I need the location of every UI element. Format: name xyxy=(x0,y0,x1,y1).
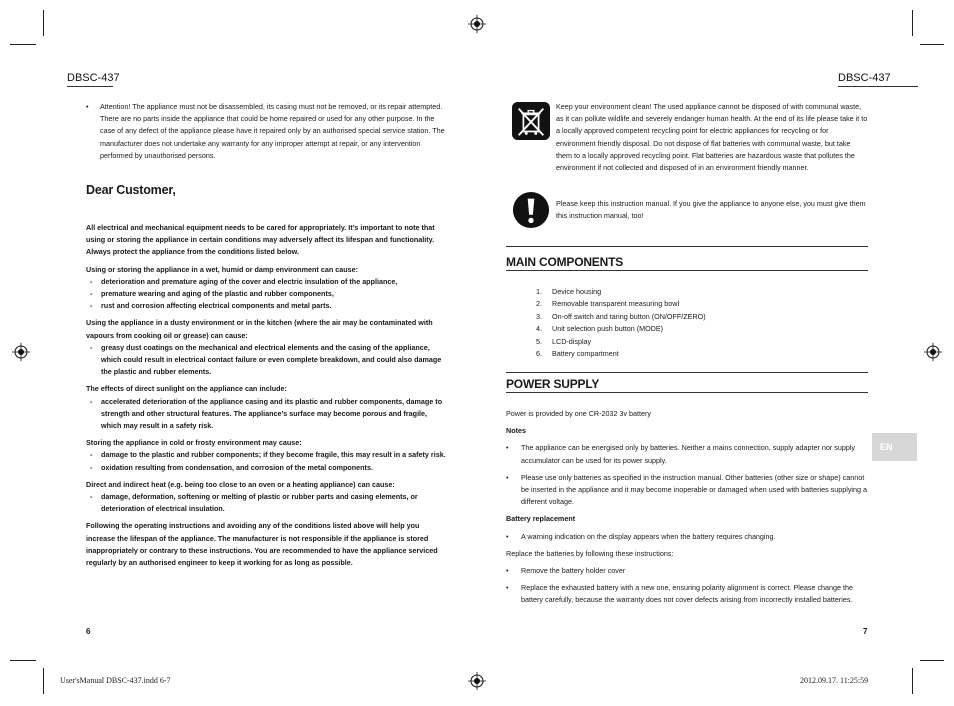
main-components-heading: MAIN COMPONENTS xyxy=(506,255,624,269)
replace-steps-list xyxy=(506,565,870,607)
dust-list xyxy=(86,342,448,379)
dash: - xyxy=(90,301,93,311)
language-tab: EN xyxy=(872,433,917,461)
sun-list xyxy=(86,396,448,433)
bullet: • xyxy=(506,566,509,576)
list-item xyxy=(86,101,446,162)
list-item xyxy=(506,565,870,577)
care-section xyxy=(86,222,448,574)
dust-heading: Using the appliance in a dusty environment or in the kitchen (where the air may be contaminated with vapours from cooking oil or grease) can cause: xyxy=(86,318,433,340)
list-item-text: damage to the plastic and rubber components; if they become fragile, this may result in a safety risk. xyxy=(101,450,446,460)
page-number-left: 6 xyxy=(86,627,91,636)
dash: - xyxy=(90,396,93,406)
wet-heading: Using or storing the appliance in a wet, humid or damp environment can cause: xyxy=(86,264,358,274)
crossed-bin-icon xyxy=(512,102,550,140)
list-item-text: Please use only batteries as specified in the instruction manual. Other batteries (other size or shape) cannot be inserted in the appliance and it may become inoperable or damaged when used with batteries supplying a different voltage. xyxy=(521,472,868,507)
power-supply-section xyxy=(506,408,870,612)
list-item xyxy=(536,298,836,310)
heat-heading: Direct and indirect heat (e.g. being too close to an oven or a heating appliance) can cause: xyxy=(86,479,395,489)
list-item-text: premature wearing and aging of the plastic and rubber components, xyxy=(101,289,334,299)
list-item xyxy=(86,462,448,474)
bullet: • xyxy=(506,472,509,482)
list-item xyxy=(506,531,870,543)
sun-heading: The effects of direct sunlight on the appliance can include: xyxy=(86,384,287,394)
closing-paragraph: Following the operating instructions and avoiding any of the conditions listed above will help you increase the lifespan of the appliance. The manufacturer is not responsible if the appliance is stored inappropriately or contrary to these instructions. You are recommended to have the appliance serviced regularly by an authorised engineer to keep it working for as long as possible. xyxy=(86,521,438,568)
bullet: • xyxy=(506,531,509,541)
dear-customer-heading: Dear Customer, xyxy=(86,183,176,197)
replace-intro: Replace the batteries by following these instructions: xyxy=(506,548,674,558)
bullet: • xyxy=(506,583,509,593)
list-item xyxy=(536,286,836,298)
wet-list xyxy=(86,276,448,313)
notes-list xyxy=(506,442,870,508)
crop-mark xyxy=(920,660,944,661)
list-item xyxy=(86,300,448,312)
list-item-text: greasy dust coatings on the mechanical and electrical elements and the casing of the appliance, which could result in electrical contact failure or even complete breakdown, and could also damage the plastic and rubber elements. xyxy=(101,342,442,377)
section-rule xyxy=(506,270,868,271)
dash: - xyxy=(90,276,93,286)
list-item-text: rust and corrosion affecting electrical components and metal parts. xyxy=(101,301,332,311)
attention-note xyxy=(86,101,446,162)
cold-heading: Storing the appliance in cold or frosty environment may cause: xyxy=(86,438,302,448)
item-number: 3. xyxy=(536,311,542,321)
item-number: 6. xyxy=(536,349,542,359)
dash: - xyxy=(90,342,93,352)
dash: - xyxy=(90,462,93,472)
item-number: 1. xyxy=(536,287,542,296)
list-item-text: deterioration and premature aging of the cover and electric insulation of the appliance, xyxy=(101,276,398,286)
header-rule xyxy=(67,86,113,87)
components-list xyxy=(536,286,836,360)
exclamation-icon xyxy=(512,191,550,229)
section-rule xyxy=(506,372,868,373)
crop-mark xyxy=(43,10,44,36)
list-item xyxy=(86,342,448,379)
model-header-right: DBSC-437 xyxy=(838,72,891,84)
dash: - xyxy=(90,492,93,502)
list-item-text: A warning indication on the display appears when the battery requires changing. xyxy=(521,531,776,541)
list-item-text: accelerated deterioration of the appliance casing and its plastic and rubber components, damage to strength and other structural features. The appliance’s surface may become porous and fragile, which may result in a safety risk. xyxy=(101,396,443,431)
environment-notice: Keep your environment clean! The used appliance cannot be disposed of with communal waste, as it can pollute wildlife and severely endanger human health. At the end of its life please take it to a locally approved competent recycling point for electric appliances for recycling or for environment friendly disposal. Do not dispose of flat batteries with communal waste, but take them to a locally approved recycling point. Flat batteries are hazardous waste that pollutes the environment if not collected and disposed of in an environment friendly manner. xyxy=(556,102,868,173)
header-rule xyxy=(838,86,918,87)
page-number-right: 7 xyxy=(863,627,868,636)
footer-filename: User'sManual DBSC-437.indd 6-7 xyxy=(60,676,171,685)
bullet: • xyxy=(86,102,89,111)
list-item xyxy=(506,582,870,606)
registration-mark-icon xyxy=(468,15,486,33)
power-supply-heading: POWER SUPPLY xyxy=(506,377,600,391)
notes-heading: Notes xyxy=(506,426,526,436)
list-item xyxy=(86,491,448,515)
component-label: Removable transparent measuring bowl xyxy=(552,299,680,309)
list-item xyxy=(536,348,836,360)
battery-warning-list xyxy=(506,531,870,543)
list-item-text: Remove the battery holder cover xyxy=(521,566,626,576)
list-item xyxy=(536,336,836,348)
footer-timestamp: 2012.09.17. 11:25:59 xyxy=(800,676,869,685)
list-item-text: The appliance can be energised only by batteries. Neither a mains connection, supply adapter nor supply accumulator can be used for its power supply. xyxy=(521,443,856,465)
list-item xyxy=(86,288,448,300)
component-label: Unit selection push button (MODE) xyxy=(552,324,664,334)
model-header-left: DBSC-437 xyxy=(67,72,120,84)
crop-mark xyxy=(10,660,36,661)
list-item-text: damage, deformation, softening or melting of plastic or rubber parts and casing elements, or deterioration of electrical insulation. xyxy=(101,492,418,514)
registration-mark-icon xyxy=(12,343,30,361)
section-rule xyxy=(506,392,868,393)
heat-list xyxy=(86,491,448,515)
component-label: On-off switch and taring button (ON/OFF/ZERO) xyxy=(552,311,706,321)
list-item xyxy=(506,472,870,509)
list-item xyxy=(506,442,870,466)
item-number: 5. xyxy=(536,336,542,346)
list-item xyxy=(86,276,448,288)
item-number: 2. xyxy=(536,299,542,309)
attention-text: Attention! The appliance must not be disassembled, its casing must not be removed, or its repair attempted. There are no parts inside the appliance that could be home repaired or used for any other purpose. In the case of any defect of the appliance please have it repaired only by an authorised special service station. The manufacturer does not undertake any warranty for any improper attempt at repair, or any intervention performed by unauthorised persons. xyxy=(100,102,445,160)
crop-mark xyxy=(920,44,944,45)
list-item-text: oxidation resulting from condensation, and corrosion of the metal components. xyxy=(101,462,373,472)
crop-mark xyxy=(912,668,913,694)
keep-manual-notice: Please keep this instruction manual. If you give the appliance to anyone else, you must give them this instruction manual, too! xyxy=(556,199,866,221)
registration-mark-icon xyxy=(468,672,486,690)
bullet: • xyxy=(506,443,509,453)
power-text: Power is provided by one CR-2032 3v battery xyxy=(506,409,652,418)
dash: - xyxy=(90,450,93,460)
list-item xyxy=(86,396,448,433)
intro-paragraph: All electrical and mechanical equipment needs to be cared for appropriately. It’s important to note that using or storing the appliance in certain conditions may adversely affect its lifespan and functionality. Always protect the appliance from the conditions listed below. xyxy=(86,223,435,257)
component-label: LCD-display xyxy=(552,336,592,346)
cold-list xyxy=(86,449,448,473)
crop-mark xyxy=(43,668,44,694)
crop-mark xyxy=(912,10,913,36)
list-item-text: Replace the exhausted battery with a new one, ensuring polarity alignment is correct. Please change the battery carefully, because the warranty does not cover defects arising from incorrectly installed batteries. xyxy=(521,583,854,605)
component-label: Battery compartment xyxy=(552,349,619,359)
list-item xyxy=(86,449,448,461)
section-rule xyxy=(506,246,868,247)
dash: - xyxy=(90,289,93,299)
item-number: 4. xyxy=(536,324,542,334)
list-item xyxy=(536,323,836,335)
battery-replacement-heading: Battery replacement xyxy=(506,514,576,524)
registration-mark-icon xyxy=(924,343,942,361)
list-item xyxy=(536,311,836,323)
crop-mark xyxy=(10,44,36,45)
component-label: Device housing xyxy=(552,287,602,296)
